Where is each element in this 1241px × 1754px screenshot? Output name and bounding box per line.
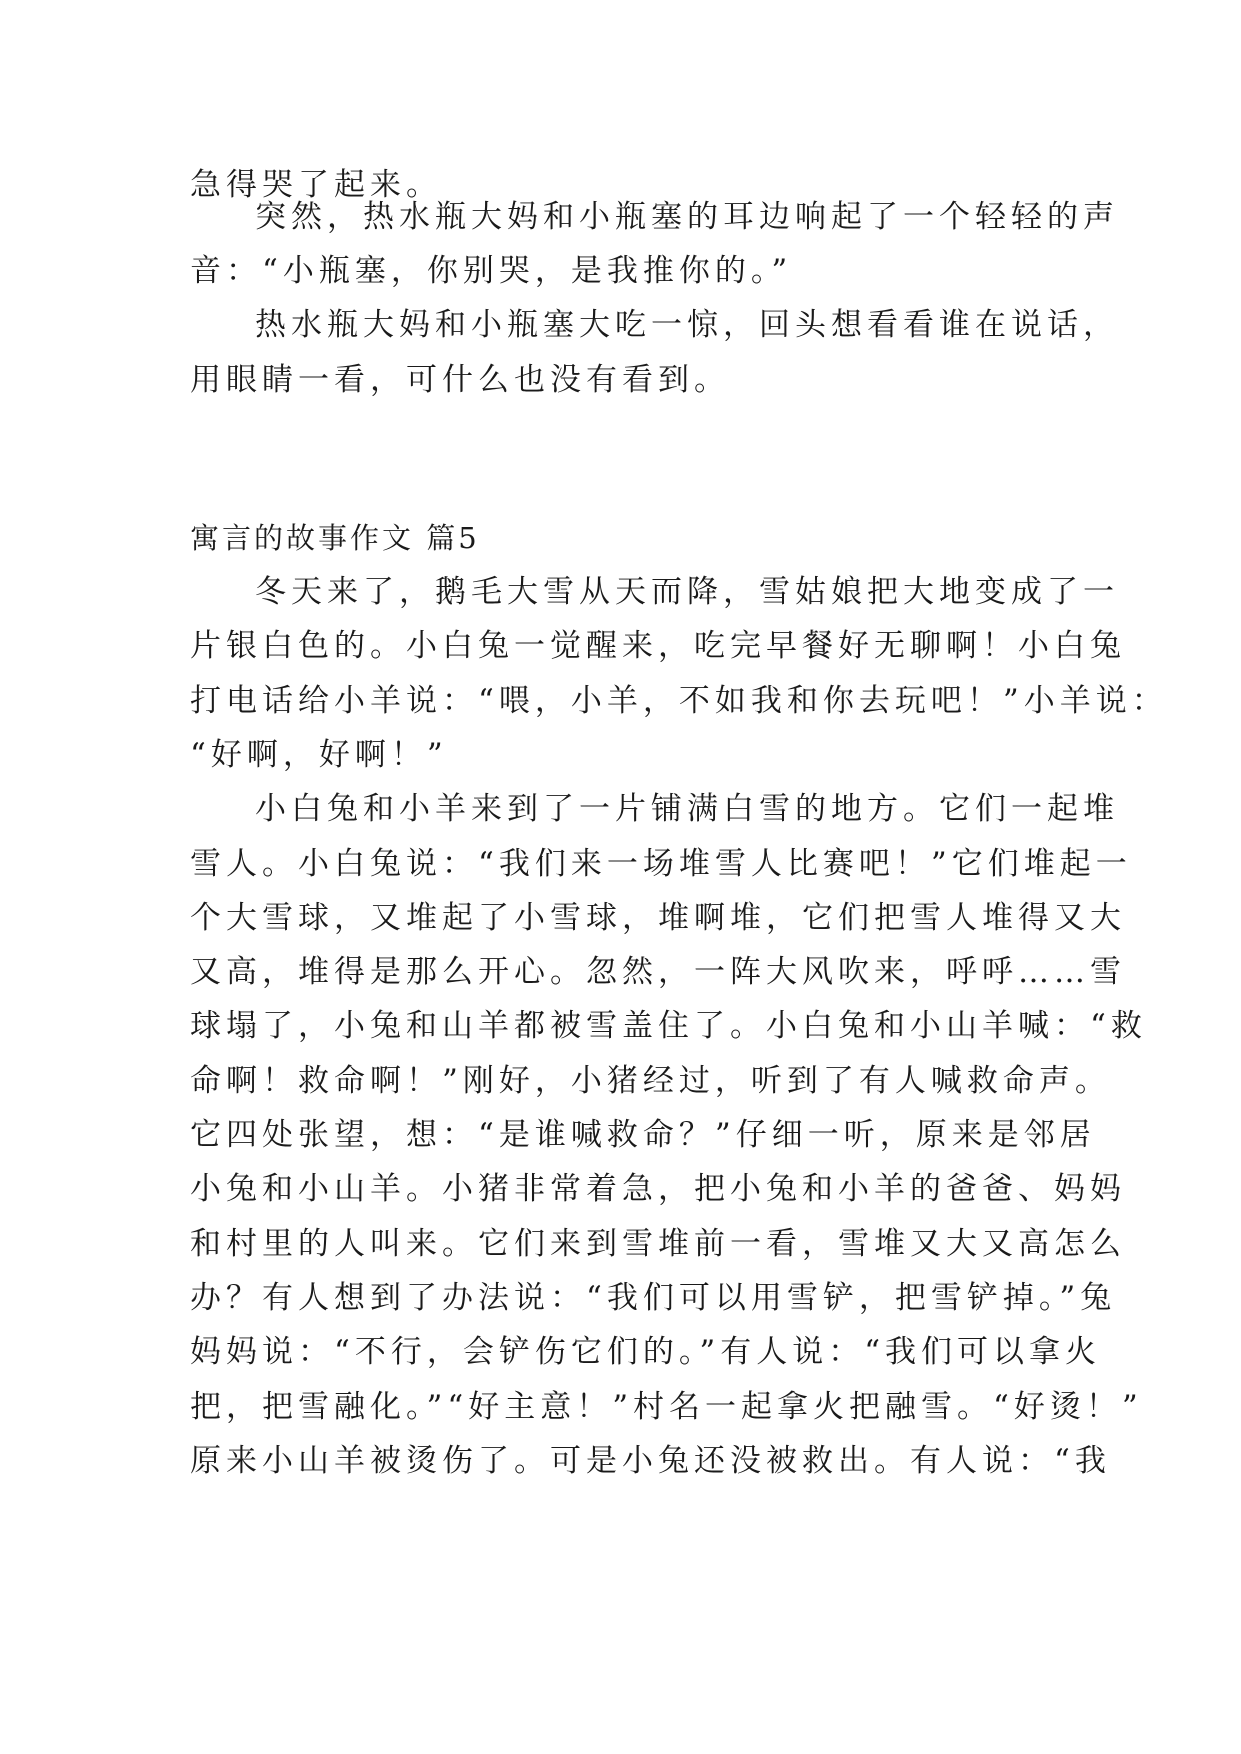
text-line: 和村里的人叫来。它们来到雪堆前一看，雪堆又大又高怎么 [190, 1226, 1126, 1262]
text-line: 又高，堆得是那么开心。忽然，一阵大风吹来，呼呼……雪 [190, 954, 1126, 990]
text-line: 音：“小瓶塞，你别哭，是我推你的。” [190, 253, 793, 289]
section-heading: 寓言的故事作文 篇5 [190, 521, 480, 555]
text-line: 把，把雪融化。”“好主意！”村名一起拿火把融雪。“好烫！” [190, 1389, 1143, 1425]
text-line: 热水瓶大妈和小瓶塞大吃一惊，回头想看看谁在说话， [255, 307, 1119, 343]
text-line: 它四处张望，想：“是谁喊救命？”仔细一听，原来是邻居 [190, 1117, 1096, 1153]
text-line: 妈妈说：“不行，会铲伤它们的。”有人说：“我们可以拿火 [190, 1334, 1102, 1370]
text-line: 办？有人想到了办法说：“我们可以用雪铲，把雪铲掉。”兔 [190, 1280, 1117, 1316]
text-line: 小白兔和小羊来到了一片铺满白雪的地方。它们一起堆 [255, 791, 1119, 827]
text-line: 打电话给小羊说：“喂，小羊，不如我和你去玩吧！”小羊说： [190, 683, 1168, 719]
text-line: 用眼睛一看，可什么也没有看到。 [190, 362, 730, 398]
text-line: 突然，热水瓶大妈和小瓶塞的耳边响起了一个轻轻的声 [255, 199, 1119, 235]
text-line: 命啊！救命啊！”刚好，小猪经过，听到了有人喊救命声。 [190, 1063, 1111, 1099]
text-line: 小兔和小山羊。小猪非常着急，把小兔和小羊的爸爸、妈妈 [190, 1171, 1126, 1207]
text-line: 个大雪球，又堆起了小雪球，堆啊堆，它们把雪人堆得又大 [190, 900, 1126, 936]
text-line: 急得哭了起来。 [190, 167, 442, 203]
text-line: 片银白色的。小白兔一觉醒来，吃完早餐好无聊啊！小白兔 [190, 628, 1126, 664]
text-line: 冬天来了，鹅毛大雪从天而降，雪姑娘把大地变成了一 [255, 574, 1119, 610]
text-line: 雪人。小白兔说：“我们来一场堆雪人比赛吧！”它们堆起一 [190, 846, 1132, 882]
text-line: 原来小山羊被烫伤了。可是小兔还没被救出。有人说：“我 [190, 1443, 1111, 1479]
text-line: “好啊，好啊！” [190, 737, 448, 773]
text-line: 球塌了，小兔和山羊都被雪盖住了。小白兔和小山羊喊：“救 [190, 1008, 1147, 1044]
